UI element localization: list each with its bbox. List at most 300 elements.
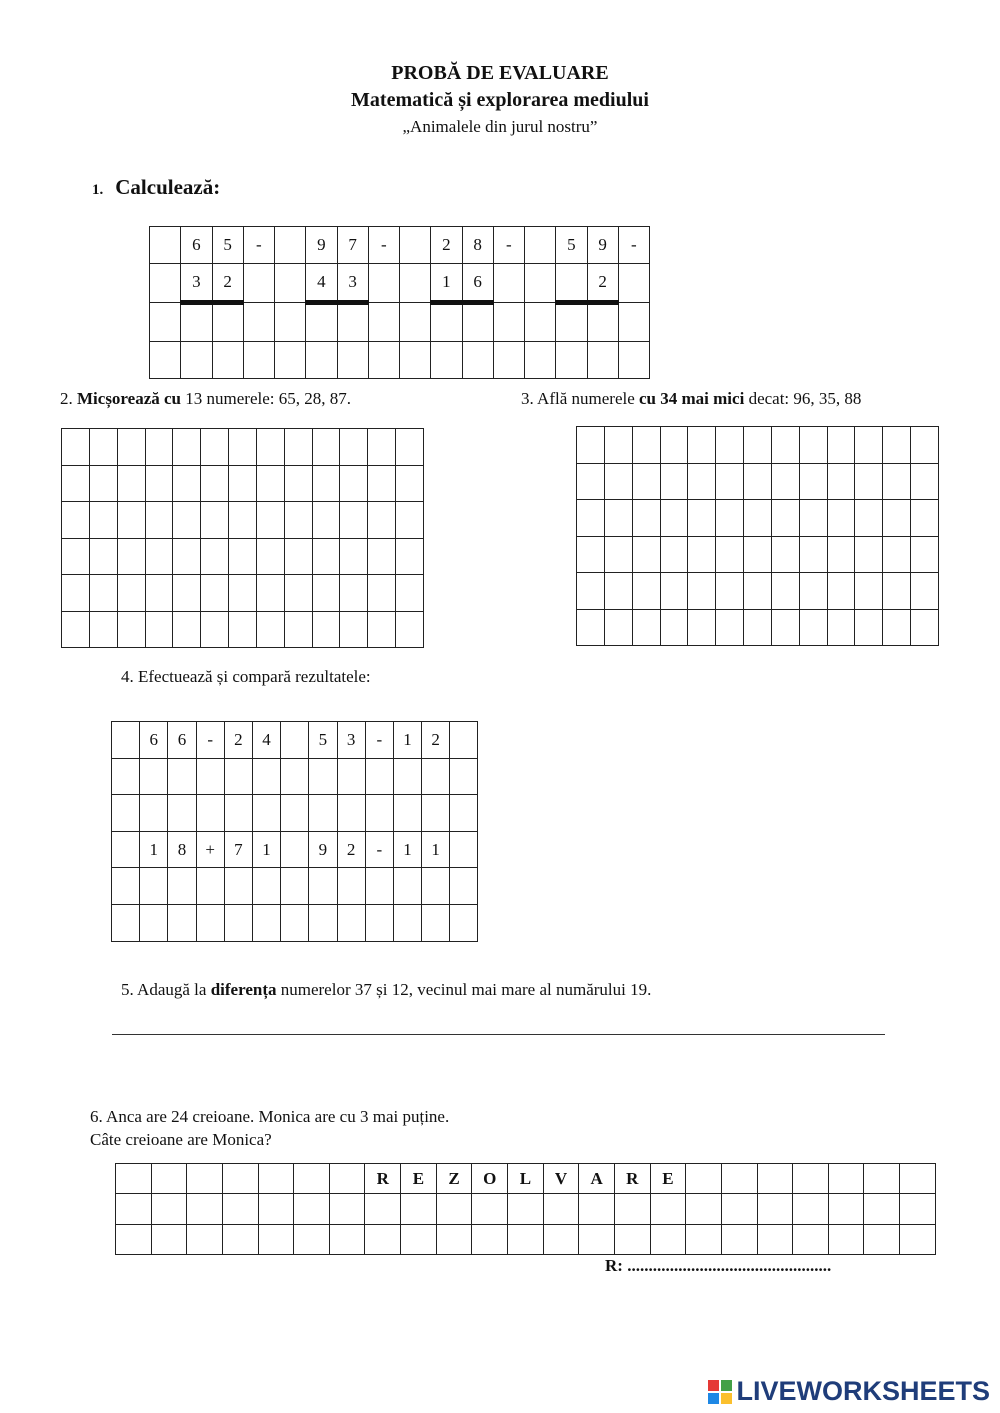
grid-cell[interactable] — [116, 1194, 152, 1224]
grid-cell[interactable] — [229, 611, 257, 648]
grid-cell[interactable] — [312, 575, 340, 612]
grid-cell[interactable] — [472, 1194, 508, 1224]
grid-cell[interactable] — [650, 1224, 686, 1254]
grid-cell[interactable] — [294, 1164, 330, 1194]
grid-cell[interactable] — [275, 303, 306, 342]
grid-cell[interactable] — [744, 500, 772, 537]
grid-cell[interactable] — [306, 342, 337, 379]
grid-cell[interactable] — [201, 575, 229, 612]
grid-cell[interactable] — [201, 502, 229, 539]
grid-cell[interactable] — [224, 904, 252, 941]
grid-cell[interactable] — [556, 303, 587, 342]
grid-cell[interactable] — [116, 1164, 152, 1194]
grid-cell[interactable] — [368, 264, 399, 303]
ex2-grid[interactable] — [61, 428, 424, 648]
grid-cell[interactable] — [284, 575, 312, 612]
grid-cell[interactable] — [686, 1164, 722, 1194]
grid-cell[interactable] — [393, 795, 421, 832]
grid-cell[interactable] — [436, 1224, 472, 1254]
grid-cell[interactable] — [229, 502, 257, 539]
grid-cell[interactable] — [117, 465, 145, 502]
grid-cell[interactable] — [396, 611, 424, 648]
grid-cell[interactable] — [284, 538, 312, 575]
grid-cell[interactable] — [252, 904, 280, 941]
grid-cell[interactable] — [577, 463, 605, 500]
grid-cell[interactable] — [62, 502, 90, 539]
grid-cell[interactable] — [168, 758, 196, 795]
grid-cell[interactable] — [140, 904, 168, 941]
grid-cell[interactable] — [864, 1224, 900, 1254]
grid-cell[interactable] — [89, 502, 117, 539]
grid-cell[interactable] — [62, 575, 90, 612]
grid-cell[interactable] — [396, 465, 424, 502]
grid-cell[interactable] — [284, 502, 312, 539]
grid-cell[interactable] — [252, 868, 280, 905]
grid-cell[interactable] — [312, 611, 340, 648]
grid-cell[interactable] — [145, 502, 173, 539]
grid-cell[interactable] — [368, 575, 396, 612]
grid-cell[interactable] — [62, 611, 90, 648]
grid-cell[interactable] — [864, 1164, 900, 1194]
grid-cell[interactable] — [688, 427, 716, 464]
grid-cell[interactable] — [112, 722, 140, 759]
grid-cell[interactable] — [436, 1194, 472, 1224]
grid-cell[interactable] — [284, 611, 312, 648]
grid-cell[interactable] — [450, 758, 478, 795]
grid-cell[interactable] — [793, 1194, 829, 1224]
grid-cell[interactable] — [401, 1194, 437, 1224]
grid-cell[interactable] — [462, 342, 493, 379]
grid-cell[interactable] — [393, 868, 421, 905]
grid-cell[interactable] — [256, 465, 284, 502]
grid-cell[interactable] — [827, 536, 855, 573]
grid-cell[interactable] — [89, 611, 117, 648]
grid-cell[interactable] — [827, 609, 855, 646]
grid-cell[interactable] — [744, 536, 772, 573]
grid-cell[interactable] — [222, 1164, 258, 1194]
grid-cell[interactable] — [117, 538, 145, 575]
grid-cell[interactable] — [828, 1224, 864, 1254]
grid-cell[interactable] — [62, 465, 90, 502]
grid-cell[interactable] — [799, 427, 827, 464]
grid-cell[interactable] — [150, 264, 181, 303]
grid-cell[interactable] — [112, 831, 140, 868]
grid-cell[interactable] — [793, 1224, 829, 1254]
grid-cell[interactable] — [716, 609, 744, 646]
grid-cell[interactable] — [396, 538, 424, 575]
grid-cell[interactable] — [508, 1224, 544, 1254]
grid-cell[interactable] — [281, 722, 309, 759]
grid-cell[interactable] — [252, 758, 280, 795]
grid-cell[interactable] — [632, 609, 660, 646]
grid-cell[interactable] — [757, 1164, 793, 1194]
grid-cell[interactable] — [716, 427, 744, 464]
grid-cell[interactable] — [224, 868, 252, 905]
grid-cell[interactable] — [396, 575, 424, 612]
grid-cell[interactable] — [462, 303, 493, 342]
grid-cell[interactable] — [256, 538, 284, 575]
grid-cell[interactable] — [604, 500, 632, 537]
grid-cell[interactable] — [577, 536, 605, 573]
grid-cell[interactable] — [577, 427, 605, 464]
grid-cell[interactable] — [827, 573, 855, 610]
grid-cell[interactable] — [145, 538, 173, 575]
grid-cell[interactable] — [62, 538, 90, 575]
grid-cell[interactable] — [329, 1194, 365, 1224]
grid-cell[interactable] — [771, 609, 799, 646]
grid-cell[interactable] — [112, 758, 140, 795]
grid-cell[interactable] — [686, 1194, 722, 1224]
grid-cell[interactable] — [401, 1224, 437, 1254]
grid-cell[interactable] — [168, 795, 196, 832]
grid-cell[interactable] — [450, 795, 478, 832]
grid-cell[interactable] — [368, 303, 399, 342]
grid-cell[interactable] — [368, 502, 396, 539]
grid-cell[interactable] — [150, 303, 181, 342]
grid-cell[interactable] — [799, 463, 827, 500]
grid-cell[interactable] — [256, 611, 284, 648]
grid-cell[interactable] — [168, 868, 196, 905]
grid-cell[interactable] — [660, 427, 688, 464]
grid-cell[interactable] — [577, 573, 605, 610]
grid-cell[interactable] — [688, 609, 716, 646]
grid-cell[interactable] — [431, 303, 462, 342]
grid-cell[interactable] — [618, 303, 649, 342]
grid-cell[interactable] — [771, 463, 799, 500]
grid-cell[interactable] — [396, 502, 424, 539]
grid-cell[interactable] — [493, 303, 524, 342]
ex6-rezolvare-grid[interactable] — [115, 1163, 936, 1255]
grid-cell[interactable] — [450, 904, 478, 941]
grid-cell[interactable] — [650, 1194, 686, 1224]
grid-cell[interactable] — [911, 500, 939, 537]
grid-cell[interactable] — [450, 831, 478, 868]
grid-cell[interactable] — [187, 1164, 223, 1194]
grid-cell[interactable] — [618, 342, 649, 379]
grid-cell[interactable] — [604, 609, 632, 646]
grid-cell[interactable] — [579, 1224, 615, 1254]
grid-cell[interactable] — [716, 500, 744, 537]
grid-cell[interactable] — [173, 538, 201, 575]
grid-cell[interactable] — [450, 868, 478, 905]
grid-cell[interactable] — [89, 538, 117, 575]
grid-cell[interactable] — [368, 611, 396, 648]
grid-cell[interactable] — [493, 264, 524, 303]
grid-cell[interactable] — [173, 575, 201, 612]
grid-cell[interactable] — [799, 536, 827, 573]
grid-cell[interactable] — [721, 1194, 757, 1224]
grid-cell[interactable] — [145, 429, 173, 466]
grid-cell[interactable] — [340, 538, 368, 575]
grid-cell[interactable] — [618, 264, 649, 303]
grid-cell[interactable] — [855, 536, 883, 573]
grid-cell[interactable] — [422, 758, 450, 795]
grid-cell[interactable] — [604, 536, 632, 573]
grid-cell[interactable] — [744, 463, 772, 500]
grid-cell[interactable] — [827, 463, 855, 500]
grid-cell[interactable] — [556, 342, 587, 379]
grid-cell[interactable] — [855, 427, 883, 464]
grid-cell[interactable] — [827, 500, 855, 537]
grid-cell[interactable] — [201, 465, 229, 502]
grid-cell[interactable] — [312, 429, 340, 466]
grid-cell[interactable] — [721, 1164, 757, 1194]
grid-cell[interactable] — [173, 502, 201, 539]
grid-cell[interactable] — [140, 758, 168, 795]
grid-cell[interactable] — [284, 465, 312, 502]
ex5-answer-line[interactable] — [112, 1034, 885, 1035]
grid-cell[interactable] — [312, 538, 340, 575]
grid-cell[interactable] — [365, 1224, 401, 1254]
grid-cell[interactable] — [117, 575, 145, 612]
grid-cell[interactable] — [222, 1194, 258, 1224]
grid-cell[interactable] — [281, 831, 309, 868]
grid-cell[interactable] — [422, 868, 450, 905]
grid-cell[interactable] — [365, 904, 393, 941]
grid-cell[interactable] — [556, 264, 587, 303]
grid-cell[interactable] — [181, 342, 212, 379]
grid-cell[interactable] — [275, 342, 306, 379]
grid-cell[interactable] — [222, 1224, 258, 1254]
grid-cell[interactable] — [771, 536, 799, 573]
grid-cell[interactable] — [284, 429, 312, 466]
grid-cell[interactable] — [771, 573, 799, 610]
grid-cell[interactable] — [151, 1224, 187, 1254]
grid-cell[interactable] — [309, 868, 337, 905]
grid-cell[interactable] — [793, 1164, 829, 1194]
grid-cell[interactable] — [716, 536, 744, 573]
grid-cell[interactable] — [744, 573, 772, 610]
grid-cell[interactable] — [828, 1164, 864, 1194]
grid-cell[interactable] — [900, 1194, 936, 1224]
grid-cell[interactable] — [688, 573, 716, 610]
grid-cell[interactable] — [365, 868, 393, 905]
grid-cell[interactable] — [577, 609, 605, 646]
grid-cell[interactable] — [757, 1194, 793, 1224]
grid-cell[interactable] — [112, 795, 140, 832]
grid-cell[interactable] — [275, 227, 306, 264]
grid-cell[interactable] — [400, 227, 431, 264]
grid-cell[interactable] — [337, 342, 368, 379]
grid-cell[interactable] — [660, 573, 688, 610]
grid-cell[interactable] — [688, 463, 716, 500]
grid-cell[interactable] — [911, 573, 939, 610]
grid-cell[interactable] — [294, 1194, 330, 1224]
grid-cell[interactable] — [686, 1224, 722, 1254]
grid-cell[interactable] — [744, 609, 772, 646]
grid-cell[interactable] — [883, 427, 911, 464]
grid-cell[interactable] — [62, 429, 90, 466]
grid-cell[interactable] — [864, 1194, 900, 1224]
grid-cell[interactable] — [187, 1194, 223, 1224]
grid-cell[interactable] — [365, 1194, 401, 1224]
grid-cell[interactable] — [309, 904, 337, 941]
grid-cell[interactable] — [340, 465, 368, 502]
grid-cell[interactable] — [632, 573, 660, 610]
grid-cell[interactable] — [632, 427, 660, 464]
grid-cell[interactable] — [116, 1224, 152, 1254]
grid-cell[interactable] — [365, 795, 393, 832]
grid-cell[interactable] — [256, 429, 284, 466]
grid-cell[interactable] — [150, 342, 181, 379]
grid-cell[interactable] — [224, 758, 252, 795]
grid-cell[interactable] — [911, 427, 939, 464]
grid-cell[interactable] — [771, 500, 799, 537]
ex1-grid[interactable] — [149, 226, 650, 379]
grid-cell[interactable] — [911, 536, 939, 573]
grid-cell[interactable] — [117, 502, 145, 539]
grid-cell[interactable] — [799, 609, 827, 646]
grid-cell[interactable] — [117, 429, 145, 466]
grid-cell[interactable] — [368, 342, 399, 379]
grid-cell[interactable] — [911, 609, 939, 646]
grid-cell[interactable] — [400, 342, 431, 379]
grid-cell[interactable] — [112, 904, 140, 941]
grid-cell[interactable] — [660, 609, 688, 646]
grid-cell[interactable] — [799, 573, 827, 610]
grid-cell[interactable] — [196, 904, 224, 941]
grid-cell[interactable] — [365, 758, 393, 795]
grid-cell[interactable] — [757, 1224, 793, 1254]
grid-cell[interactable] — [721, 1224, 757, 1254]
grid-cell[interactable] — [340, 502, 368, 539]
grid-cell[interactable] — [400, 303, 431, 342]
grid-cell[interactable] — [543, 1194, 579, 1224]
grid-cell[interactable] — [117, 611, 145, 648]
grid-cell[interactable] — [660, 463, 688, 500]
grid-cell[interactable] — [604, 573, 632, 610]
grid-cell[interactable] — [173, 465, 201, 502]
grid-cell[interactable] — [181, 303, 212, 342]
grid-cell[interactable] — [306, 303, 337, 342]
grid-cell[interactable] — [281, 795, 309, 832]
grid-cell[interactable] — [900, 1164, 936, 1194]
grid-cell[interactable] — [252, 795, 280, 832]
grid-cell[interactable] — [400, 264, 431, 303]
grid-cell[interactable] — [660, 500, 688, 537]
grid-cell[interactable] — [229, 465, 257, 502]
grid-cell[interactable] — [771, 427, 799, 464]
grid-cell[interactable] — [243, 342, 274, 379]
grid-cell[interactable] — [525, 342, 556, 379]
grid-cell[interactable] — [543, 1224, 579, 1254]
grid-cell[interactable] — [827, 427, 855, 464]
grid-cell[interactable] — [604, 427, 632, 464]
grid-cell[interactable] — [422, 795, 450, 832]
grid-cell[interactable] — [396, 429, 424, 466]
grid-cell[interactable] — [196, 758, 224, 795]
grid-cell[interactable] — [632, 463, 660, 500]
grid-cell[interactable] — [525, 303, 556, 342]
grid-cell[interactable] — [258, 1224, 294, 1254]
grid-cell[interactable] — [337, 904, 365, 941]
grid-cell[interactable] — [393, 904, 421, 941]
grid-cell[interactable] — [883, 463, 911, 500]
ex6-answer-line[interactable]: R: ................................................ — [605, 1256, 832, 1275]
grid-cell[interactable] — [229, 575, 257, 612]
grid-cell[interactable] — [150, 227, 181, 264]
grid-cell[interactable] — [243, 264, 274, 303]
grid-cell[interactable] — [337, 303, 368, 342]
grid-cell[interactable] — [173, 611, 201, 648]
grid-cell[interactable] — [688, 536, 716, 573]
grid-cell[interactable] — [281, 758, 309, 795]
grid-cell[interactable] — [493, 342, 524, 379]
grid-cell[interactable] — [309, 758, 337, 795]
grid-cell[interactable] — [168, 904, 196, 941]
grid-cell[interactable] — [688, 500, 716, 537]
grid-cell[interactable] — [212, 342, 243, 379]
grid-cell[interactable] — [368, 465, 396, 502]
grid-cell[interactable] — [258, 1194, 294, 1224]
grid-cell[interactable] — [340, 611, 368, 648]
grid-cell[interactable] — [275, 264, 306, 303]
grid-cell[interactable] — [393, 758, 421, 795]
grid-cell[interactable] — [472, 1224, 508, 1254]
grid-cell[interactable] — [855, 573, 883, 610]
grid-cell[interactable] — [294, 1224, 330, 1254]
grid-cell[interactable] — [632, 536, 660, 573]
grid-cell[interactable] — [201, 538, 229, 575]
grid-cell[interactable] — [281, 868, 309, 905]
grid-cell[interactable] — [89, 575, 117, 612]
grid-cell[interactable] — [614, 1224, 650, 1254]
grid-cell[interactable] — [196, 868, 224, 905]
grid-cell[interactable] — [140, 795, 168, 832]
grid-cell[interactable] — [258, 1164, 294, 1194]
grid-cell[interactable] — [422, 904, 450, 941]
grid-cell[interactable] — [337, 795, 365, 832]
grid-cell[interactable] — [716, 573, 744, 610]
ex4-grid[interactable] — [111, 721, 478, 942]
grid-cell[interactable] — [744, 427, 772, 464]
grid-cell[interactable] — [243, 303, 274, 342]
grid-cell[interactable] — [309, 795, 337, 832]
grid-cell[interactable] — [883, 609, 911, 646]
grid-cell[interactable] — [173, 429, 201, 466]
grid-cell[interactable] — [525, 264, 556, 303]
grid-cell[interactable] — [89, 429, 117, 466]
grid-cell[interactable] — [587, 342, 618, 379]
grid-cell[interactable] — [614, 1194, 650, 1224]
grid-cell[interactable] — [337, 868, 365, 905]
grid-cell[interactable] — [340, 429, 368, 466]
grid-cell[interactable] — [828, 1194, 864, 1224]
grid-cell[interactable] — [911, 463, 939, 500]
grid-cell[interactable] — [329, 1224, 365, 1254]
grid-cell[interactable] — [587, 303, 618, 342]
grid-cell[interactable] — [337, 758, 365, 795]
grid-cell[interactable] — [900, 1224, 936, 1254]
grid-cell[interactable] — [883, 500, 911, 537]
grid-cell[interactable] — [368, 538, 396, 575]
grid-cell[interactable] — [224, 795, 252, 832]
grid-cell[interactable] — [256, 575, 284, 612]
grid-cell[interactable] — [201, 611, 229, 648]
grid-cell[interactable] — [368, 429, 396, 466]
grid-cell[interactable] — [579, 1194, 615, 1224]
grid-cell[interactable] — [799, 500, 827, 537]
grid-cell[interactable] — [632, 500, 660, 537]
grid-cell[interactable] — [89, 465, 117, 502]
grid-cell[interactable] — [281, 904, 309, 941]
grid-cell[interactable] — [201, 429, 229, 466]
grid-cell[interactable] — [145, 465, 173, 502]
grid-cell[interactable] — [187, 1224, 223, 1254]
grid-cell[interactable] — [716, 463, 744, 500]
grid-cell[interactable] — [855, 463, 883, 500]
grid-cell[interactable] — [855, 500, 883, 537]
